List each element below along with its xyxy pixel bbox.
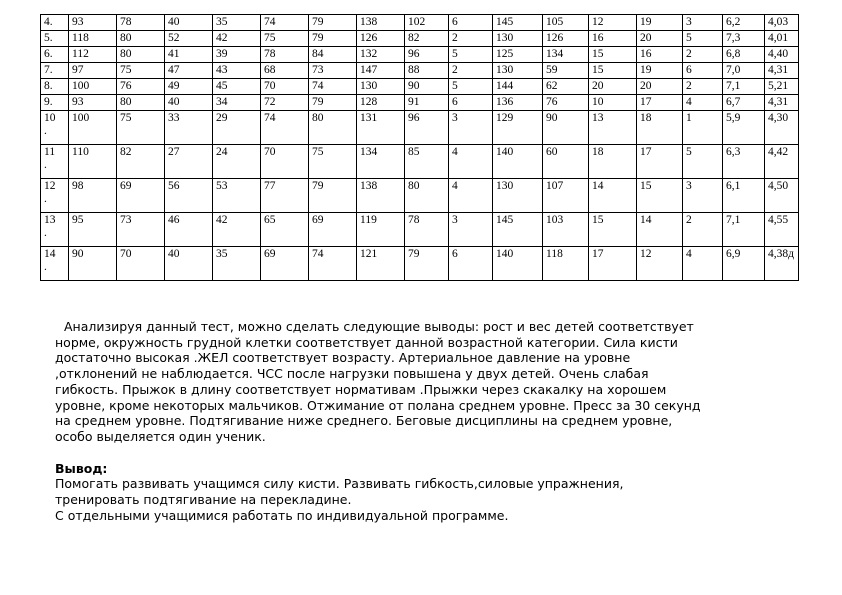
table-cell: 4,01 [765,31,799,47]
table-cell: 5,9 [723,111,765,145]
table-cell: 93 [69,95,117,111]
table-cell: 4,40 [765,47,799,63]
table-cell: 20 [637,31,683,47]
table-cell: 3 [683,15,723,31]
table-cell: 80 [117,47,165,63]
table-cell: 13 [589,111,637,145]
table-row [41,179,799,213]
table-cell: 82 [117,145,165,179]
table-cell: 138 [357,179,405,213]
table-cell: 7,0 [723,63,765,79]
table-cell: 70 [117,247,165,281]
row-number-cell: 4. [41,15,69,31]
table-cell: 2 [683,213,723,247]
table-cell: 6 [449,15,493,31]
table-cell: 126 [543,31,589,47]
table-cell: 79 [405,247,449,281]
table-cell: 130 [357,79,405,95]
table-cell: 53 [213,179,261,213]
table-cell: 2 [449,31,493,47]
table-cell: 96 [405,111,449,145]
table-cell: 77 [261,179,309,213]
table-cell: 15 [589,63,637,79]
table-cell: 12 [637,247,683,281]
table-row [41,213,799,247]
table-cell: 78 [117,15,165,31]
table-cell: 7,1 [723,213,765,247]
table-row [41,15,799,31]
table-cell: 15 [589,213,637,247]
analysis-text-block [55,319,795,523]
analysis-line: Анализируя данный тест, можно сделать следующие выводы: рост и вес детей соответствует [64,319,694,334]
table-cell: 41 [165,47,213,63]
conclusion-title: Вывод: [55,460,108,476]
table-cell: 2 [683,79,723,95]
table-cell: 18 [589,145,637,179]
analysis-line: ,отклонений не наблюдается. ЧСС после нагрузки повышена у двух детей. Очень слабая [55,366,649,382]
table-cell: 39 [213,47,261,63]
table-cell: 74 [309,79,357,95]
table-cell: 40 [165,247,213,281]
table-cell: 73 [309,63,357,79]
table-cell: 79 [309,179,357,213]
table-cell: 80 [117,31,165,47]
table-cell: 110 [69,145,117,179]
table-cell: 140 [493,247,543,281]
table-cell: 79 [309,15,357,31]
table-cell: 4,31 [765,95,799,111]
row-number-cell: 14 . [41,247,69,281]
table-cell: 3 [449,111,493,145]
table-cell: 85 [405,145,449,179]
table-cell: 4,03 [765,15,799,31]
table-cell: 5 [683,145,723,179]
table-cell: 16 [589,31,637,47]
table-cell: 40 [165,15,213,31]
table-cell: 4 [683,95,723,111]
table-cell: 6,2 [723,15,765,31]
table-cell: 6,7 [723,95,765,111]
table-cell: 5 [683,31,723,47]
table-cell: 16 [637,47,683,63]
table-cell: 102 [405,15,449,31]
table-cell: 4,31 [765,63,799,79]
table-cell: 45 [213,79,261,95]
table-cell: 75 [261,31,309,47]
table-cell: 56 [165,179,213,213]
table-cell: 90 [69,247,117,281]
table-row [41,79,799,95]
table-cell: 5 [449,79,493,95]
table-cell: 97 [69,63,117,79]
table-cell: 96 [405,47,449,63]
conclusion-line: тренировать подтягивание на перекладине. [55,492,352,508]
table-cell: 17 [637,95,683,111]
table-cell: 130 [493,31,543,47]
table-cell: 4,30 [765,111,799,145]
table-cell: 6,3 [723,145,765,179]
table-cell: 29 [213,111,261,145]
table-cell: 129 [493,111,543,145]
table-cell: 145 [493,15,543,31]
table-cell: 95 [69,213,117,247]
table-cell: 27 [165,145,213,179]
table-cell: 4,42 [765,145,799,179]
table-cell: 76 [117,79,165,95]
table-cell: 80 [405,179,449,213]
table-cell: 2 [449,63,493,79]
table-cell: 131 [357,111,405,145]
table-cell: 132 [357,47,405,63]
table-cell: 75 [117,63,165,79]
table-cell: 35 [213,247,261,281]
table-cell: 90 [543,111,589,145]
table-cell: 79 [309,31,357,47]
table-cell: 4 [683,247,723,281]
table-cell: 147 [357,63,405,79]
table-cell: 107 [543,179,589,213]
row-number-cell: 12 . [41,179,69,213]
table-cell: 88 [405,63,449,79]
table-cell: 7,3 [723,31,765,47]
table-cell: 130 [493,179,543,213]
table-cell: 74 [309,247,357,281]
table-cell: 10 [589,95,637,111]
table-cell: 78 [405,213,449,247]
table-cell: 7,1 [723,79,765,95]
table-cell: 6,8 [723,47,765,63]
table-cell: 6,1 [723,179,765,213]
table-cell: 65 [261,213,309,247]
table-row [41,47,799,63]
table-cell: 134 [357,145,405,179]
table-cell: 72 [261,95,309,111]
table-cell: 4 [449,145,493,179]
table-cell: 4,50 [765,179,799,213]
table-cell: 4,38д [765,247,799,281]
table-cell: 144 [493,79,543,95]
table-cell: 15 [637,179,683,213]
table-cell: 140 [493,145,543,179]
table-cell: 78 [261,47,309,63]
table-cell: 3 [683,179,723,213]
row-number-cell: 13 . [41,213,69,247]
table-cell: 19 [637,63,683,79]
row-number-cell: 7. [41,63,69,79]
table-cell: 100 [69,111,117,145]
table-cell: 18 [637,111,683,145]
table-row [41,95,799,111]
table-cell: 19 [637,15,683,31]
table-cell: 52 [165,31,213,47]
table-cell: 74 [261,15,309,31]
table-cell: 70 [261,145,309,179]
table-cell: 20 [637,79,683,95]
table-cell: 130 [493,63,543,79]
table-cell: 68 [261,63,309,79]
analysis-line: гибкость. Прыжок в длину соответствует нормативам .Прыжки через скакалку на хорошем [55,381,667,397]
table-body [41,15,799,281]
table-cell: 118 [543,247,589,281]
table-cell: 60 [543,145,589,179]
table-cell: 12 [589,15,637,31]
table-cell: 3 [449,213,493,247]
table-cell: 42 [213,31,261,47]
conclusion-line: Помогать развивать учащимся силу кисти. Развивать гибкость,силовые упражнения, [55,476,624,492]
row-number-cell: 11 . [41,145,69,179]
table-cell: 90 [405,79,449,95]
table-cell: 4,55 [765,213,799,247]
table-cell: 34 [213,95,261,111]
table-cell: 1 [683,111,723,145]
table-row [41,63,799,79]
table-cell: 6,9 [723,247,765,281]
table-cell: 6 [683,63,723,79]
table-cell: 47 [165,63,213,79]
table-cell: 5,21 [765,79,799,95]
table-cell: 76 [543,95,589,111]
table-cell: 24 [213,145,261,179]
table-cell: 93 [69,15,117,31]
table-cell: 98 [69,179,117,213]
table-cell: 112 [69,47,117,63]
table-cell: 49 [165,79,213,95]
table-cell: 91 [405,95,449,111]
table-cell: 126 [357,31,405,47]
table-cell: 15 [589,47,637,63]
table-cell: 145 [493,213,543,247]
table-cell: 73 [117,213,165,247]
row-number-cell: 5. [41,31,69,47]
table-cell: 5 [449,47,493,63]
table-cell: 46 [165,213,213,247]
table-cell: 105 [543,15,589,31]
table-cell: 125 [493,47,543,63]
table-cell: 138 [357,15,405,31]
analysis-line: норме, окружность грудной клетки соответствует данной возрастной категории. Сила кисти [55,334,678,350]
table-cell: 69 [309,213,357,247]
table-cell: 79 [309,95,357,111]
row-number-cell: 9. [41,95,69,111]
table-cell: 59 [543,63,589,79]
table-cell: 134 [543,47,589,63]
table-row [41,31,799,47]
analysis-line: особо выделяется один ученик. [55,428,266,444]
table-cell: 69 [117,179,165,213]
table-cell: 70 [261,79,309,95]
table-cell: 62 [543,79,589,95]
table-cell: 14 [637,213,683,247]
analysis-paragraph [55,319,795,445]
row-number-cell: 10 . [41,111,69,145]
table-row [41,247,799,281]
table-cell: 119 [357,213,405,247]
conclusion-line: С отдельными учащимися работать по индивидуальной программе. [55,507,509,523]
table-cell: 84 [309,47,357,63]
table-cell: 80 [309,111,357,145]
table-cell: 69 [261,247,309,281]
table-cell: 6 [449,95,493,111]
table-cell: 75 [309,145,357,179]
fitness-results-table [40,14,799,281]
table-cell: 128 [357,95,405,111]
table-cell: 40 [165,95,213,111]
row-number-cell: 8. [41,79,69,95]
table-cell: 43 [213,63,261,79]
table-cell: 17 [637,145,683,179]
table-cell: 4 [449,179,493,213]
analysis-line: на среднем уровне. Подтягивание ниже среднего. Беговые дисциплины на среднем уровне, [55,413,673,429]
table-cell: 6 [449,247,493,281]
table-cell: 42 [213,213,261,247]
table-cell: 75 [117,111,165,145]
table-cell: 121 [357,247,405,281]
row-number-cell: 6. [41,47,69,63]
table-cell: 20 [589,79,637,95]
table-cell: 17 [589,247,637,281]
table-cell: 100 [69,79,117,95]
table-row [41,111,799,145]
table-cell: 2 [683,47,723,63]
table-cell: 74 [261,111,309,145]
table-cell: 80 [117,95,165,111]
table-cell: 33 [165,111,213,145]
table-cell: 136 [493,95,543,111]
analysis-line: достаточно высокая .ЖЕЛ соответствует возрасту. Артериальное давление на уровне [55,350,631,366]
table-cell: 35 [213,15,261,31]
table-cell: 82 [405,31,449,47]
table-cell: 118 [69,31,117,47]
table-cell: 14 [589,179,637,213]
table-cell: 103 [543,213,589,247]
table-row [41,145,799,179]
analysis-line: уровне, кроме некоторых мальчиков. Отжимание от полана среднем уровне. Пресс за 30 секунд [55,397,701,413]
